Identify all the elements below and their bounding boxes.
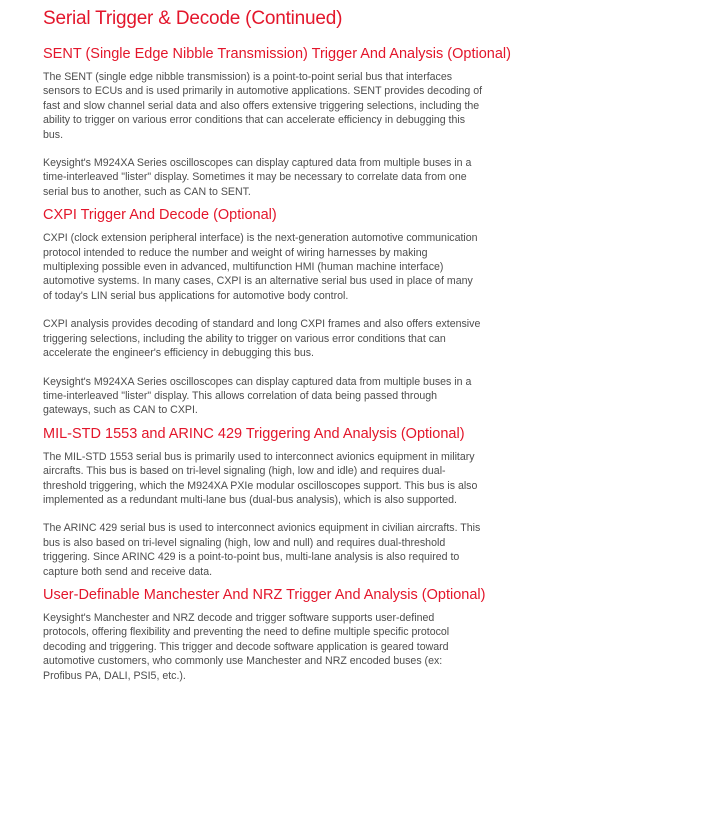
section-milstd-arinc xyxy=(43,424,483,579)
paragraph: Keysight's Manchester and NRZ decode and trigger software supports user-defined protocols, offering flexibility and preventing the need to define multiple specific protocol decoding and triggering. This trigger and decode software application is geared toward automotive customers, who commonly use Manchester and NRZ encoded buses (ex: Profibus PA, DALI, PSI5, etc.). xyxy=(43,611,450,682)
paragraph: The MIL-STD 1553 serial bus is primarily used to interconnect avionics equipment in military aircrafts. This bus is based on tri-level signaling (high, low and idle) and requires dual-threshold triggering, which the M924XA PXIe modular oscilloscopes support. This bus is also implemented as a redundant multi-lane bus (dual-bus analysis), which is also supported. xyxy=(43,450,478,506)
paragraph: CXPI analysis provides decoding of standard and long CXPI frames and also offers extensive triggering selections, including the ability to trigger on various error conditions that can accelerate the engineer's efficiency in debugging this bus. xyxy=(43,318,481,360)
section-manchester-nrz xyxy=(43,585,486,683)
document-page xyxy=(43,6,511,689)
section-heading-cxpi: CXPI Trigger And Decode (Optional) xyxy=(43,207,277,224)
paragraph: The SENT (single edge nibble transmission) is a point-to-point serial bus that interfaces sensors to ECUs and is used primarily in automotive applications. SENT provides decoding of fast and slow channel serial data and also offers extensive triggering selections, including the ability to trigger on various error conditions that can accelerate efficiency in debugging this bus. xyxy=(43,71,483,141)
section-sent xyxy=(43,44,511,199)
paragraph: Keysight's M924XA Series oscilloscopes can display captured data from multiple buses in a time-interleaved "lister" display. This allows correlation of data being passed through gateways, such as CAN to CXPI. xyxy=(43,375,472,417)
paragraph: CXPI (clock extension peripheral interface) is the next-generation automotive communication protocol intended to reduce the number and weight of wiring harnesses by making multiplexing possible even in advanced, multifunction HMI (human machine interface) automotive systems. In many cases, CXPI is an alternative serial bus used in place of many of today's LIN serial bus applications for automotive body control. xyxy=(43,232,478,302)
section-heading-sent: SENT (Single Edge Nibble Transmission) Trigger And Analysis (Optional) xyxy=(43,46,511,62)
page-title: Serial Trigger & Decode (Continued) xyxy=(43,8,343,29)
section-heading-manchester-nrz: User-Definable Manchester And NRZ Trigger And Analysis (Optional) xyxy=(43,586,486,603)
paragraph: Keysight's M924XA Series oscilloscopes can display captured data from multiple buses in a time-interleaved "lister" display. Sometimes it may be necessary to correlate data from one serial bus to another, such as CAN to SENT. xyxy=(43,157,472,198)
section-heading-milstd-arinc: MIL-STD 1553 and ARINC 429 Triggering And Analysis (Optional) xyxy=(43,425,465,442)
section-cxpi xyxy=(43,205,483,417)
paragraph: The ARINC 429 serial bus is used to interconnect avionics equipment in civilian aircrafts. This bus is also based on tri-level signaling (high, low and null) and requires dual-threshold triggering. Since ARINC 429 is a point-to-point bus, multi-lane analysis is also required to capture both send and receive data. xyxy=(43,522,481,578)
